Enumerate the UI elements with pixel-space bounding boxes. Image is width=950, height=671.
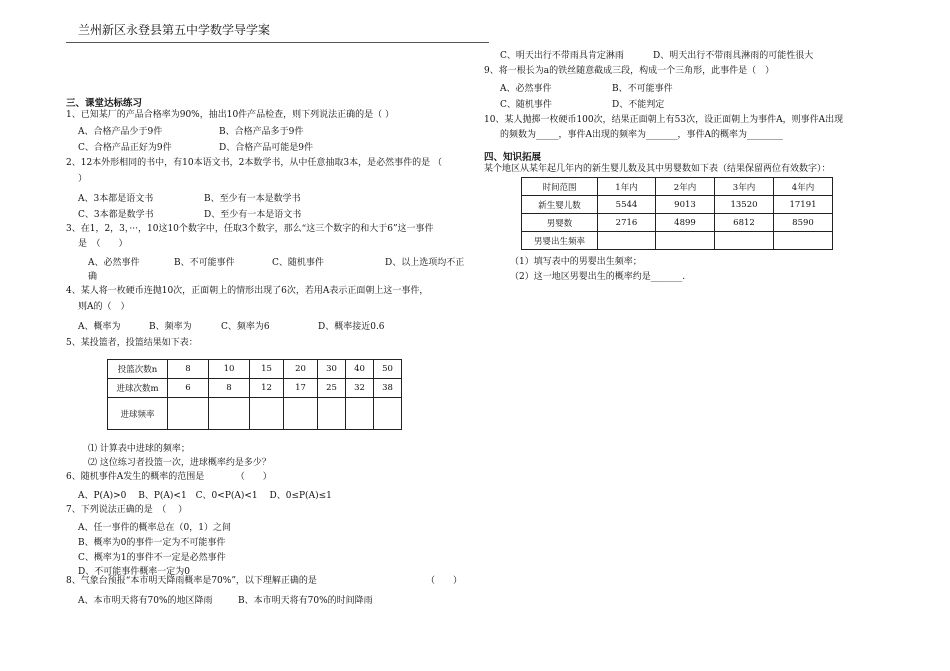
q4-option-a: A、概率为 [78, 322, 121, 332]
section3-title: 三、课堂达标练习 [66, 98, 143, 109]
q7-option-b: B、概率为0的事件一定为不可能事件 [78, 538, 226, 548]
table-row-label: 投篮次数n [108, 360, 168, 379]
table-cell: 12 [250, 379, 284, 398]
q4-stem-cont: 则A的（ ） [78, 302, 130, 312]
table-cell: 6812 [715, 214, 774, 232]
q6-options: A、P(A)>0 B、P(A)<1 C、0<P(A)<1 D、0≤P(A)≤1 [78, 491, 332, 501]
table-row [108, 360, 402, 379]
q8-stem: 8、气象台预报“本市明天降雨概率是70%”，以下理解正确的是 [66, 576, 317, 586]
q8-answer-paren: （ ） [426, 576, 463, 586]
table-cell: 38 [374, 379, 402, 398]
q2-stem-cont: ） [78, 174, 88, 184]
table-row-label: 男婴数 [522, 214, 598, 232]
table-row [522, 232, 833, 250]
q9-option-c: C、随机事件 [500, 100, 552, 110]
table-cell-empty [346, 398, 374, 430]
q4-option-c: C、频率为6 [221, 322, 270, 332]
q8-option-a: A、本市明天将有70%的地区降雨 [78, 596, 213, 606]
q1-option-c: C、合格产品正好为9件 [78, 143, 172, 153]
table-cell: 5544 [598, 196, 656, 214]
q3-stem: 3、在1，2，3，···，10这10个数字中，任取3个数字，那么“这三个数字的和大于6”这一事件 [66, 224, 434, 234]
q1-stem: 1、已知某厂的产品合格率为90%，抽出10件产品检查，则下列说法正确的是（ ） [66, 110, 395, 120]
q8-option-d: D、明天出行不带雨具淋雨的可能性很大 [653, 51, 814, 61]
table-cell-empty [598, 232, 656, 250]
table-cell-empty [168, 398, 209, 430]
section4-title: 四、知识拓展 [484, 152, 542, 163]
q3-option-a: A、必然事件 [88, 258, 140, 268]
q5-stem: 5、某投篮者，投篮结果如下表： [66, 338, 198, 348]
table-cell-empty [209, 398, 250, 430]
table-cell: 9013 [656, 196, 715, 214]
baby-table [521, 177, 833, 250]
table-cell: 8 [209, 379, 250, 398]
table-cell-empty [374, 398, 402, 430]
q10-line2: 的频数为_____，事件A出现的频率为_______，事件A的概率为________ [500, 130, 784, 140]
table-row-label: 进球次数m [108, 379, 168, 398]
table-cell-empty [318, 398, 346, 430]
table-row [108, 379, 402, 398]
q2-option-c: C、3本都是数学书 [78, 210, 154, 220]
q5-sub2: ⑵ 这位练习者投篮一次，进球概率约是多少？ [88, 458, 271, 468]
table-cell: 8 [168, 360, 209, 379]
q9-stem: 9、将一根长为a的铁丝随意截成三段，构成一个三角形，此事件是（ ） [484, 66, 775, 76]
q3-option-b: B、不可能事件 [174, 258, 235, 268]
q9-option-b: B、不可能事件 [612, 84, 673, 94]
q2-stem: 2、12本外形相同的书中，有10本语文书，2本数学书，从中任意抽取3本，是必然事件的是 （ [66, 158, 442, 168]
q7-stem: 7、下列说法正确的是 （ ） [66, 505, 188, 515]
table-cell-empty [284, 398, 318, 430]
q2-option-d: D、至少有一本是语文书 [204, 210, 302, 220]
table-row-label: 男婴出生频率 [522, 232, 598, 250]
table-cell-empty [656, 232, 715, 250]
table-cell: 30 [318, 360, 346, 379]
table-cell: 20 [284, 360, 318, 379]
q8-option-b: B、本市明天将有70%的时间降雨 [238, 596, 373, 606]
q4-stem: 4、某人将一枚硬币连抛10次，正面朝上的情形出现了6次，若用A表示正面朝上这一事件， [66, 286, 429, 296]
table-cell: 17 [284, 379, 318, 398]
table-cell-empty [715, 232, 774, 250]
table-cell: 15 [250, 360, 284, 379]
q1-option-a: A、合格产品少于9件 [78, 127, 163, 137]
page-header-title: 兰州新区永登县第五中学数学导学案 [78, 23, 271, 37]
q9-option-a: A、必然事件 [500, 84, 552, 94]
table-header: 1年内 [598, 178, 656, 196]
table-cell: 40 [346, 360, 374, 379]
shooting-table [107, 359, 402, 430]
q7-option-c: C、概率为1的事件不一定是必然事件 [78, 553, 226, 563]
section4-sub2: （2）这一地区男婴出生的概率约是_______. [510, 272, 686, 282]
table-cell: 13520 [715, 196, 774, 214]
table-cell: 2716 [598, 214, 656, 232]
table-cell: 8590 [774, 214, 833, 232]
table-row [522, 196, 833, 214]
q2-option-b: B、至少有一本是数学书 [204, 194, 301, 204]
table-cell: 32 [346, 379, 374, 398]
q3-option-d-cont: 确 [88, 272, 98, 282]
q8-option-c: C、明天出行不带雨具肯定淋雨 [500, 51, 624, 61]
table-cell: 50 [374, 360, 402, 379]
table-cell: 10 [209, 360, 250, 379]
section4-sub1: （1）填写表中的男婴出生频率； [510, 257, 642, 267]
q3-stem-cont: 是 （ ） [78, 239, 128, 249]
table-row-label: 新生婴儿数 [522, 196, 598, 214]
table-cell-empty [250, 398, 284, 430]
q4-option-b: B、频率为 [149, 322, 192, 332]
table-header: 2年内 [656, 178, 715, 196]
table-cell: 4899 [656, 214, 715, 232]
q3-option-c: C、随机事件 [272, 258, 324, 268]
q6-stem: 6、随机事件A发生的概率的范围是 （ ） [66, 472, 272, 482]
q10-line1: 10、某人抛掷一枚硬币100次，结果正面朝上有53次，设正面朝上为事件A，则事件A出现 [484, 115, 844, 125]
q9-option-d: D、不能判定 [612, 100, 665, 110]
table-cell: 6 [168, 379, 209, 398]
table-header-row [522, 178, 833, 196]
table-cell-empty [774, 232, 833, 250]
q3-option-d: D、以上选项均不正 [385, 258, 465, 268]
table-cell: 17191 [774, 196, 833, 214]
table-header: 3年内 [715, 178, 774, 196]
q7-option-a: A、任一事件的概率总在（0，1）之间 [78, 523, 231, 533]
header-rule [66, 42, 489, 43]
table-row [522, 214, 833, 232]
table-header: 4年内 [774, 178, 833, 196]
q4-option-d: D、概率接近0.6 [318, 322, 385, 332]
table-row [108, 398, 402, 430]
table-row-label: 进球频率 [108, 398, 168, 430]
q1-option-b: B、合格产品多于9件 [219, 127, 304, 137]
table-header: 时间范围 [522, 178, 598, 196]
table-cell: 25 [318, 379, 346, 398]
q5-sub1: ⑴ 计算表中进球的频率； [88, 444, 190, 454]
q1-option-d: D、合格产品可能是9件 [219, 143, 313, 153]
q2-option-a: A、3本都是语文书 [78, 194, 154, 204]
section4-intro: 某个地区从某年起几年内的新生婴儿数及其中男婴数如下表（结果保留两位有效数字）： [484, 164, 831, 174]
q7-option-d: D、不可能事件概率一定为0 [78, 567, 190, 577]
